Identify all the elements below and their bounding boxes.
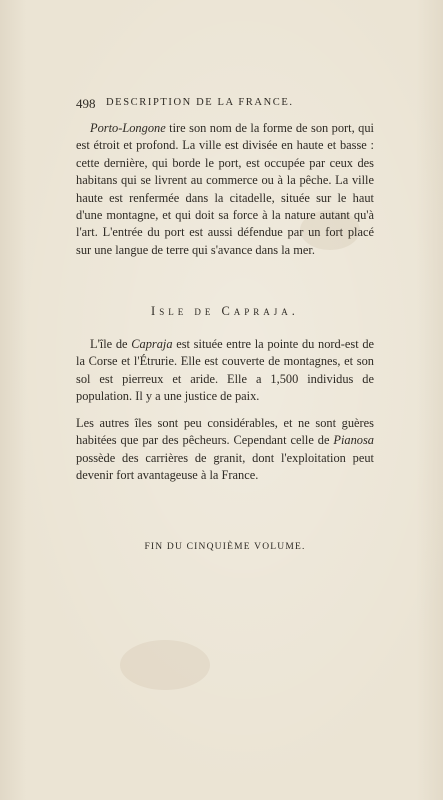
paragraph-other-islands <box>76 415 374 485</box>
paragraph-capraja <box>76 336 374 406</box>
paper-stain <box>120 640 210 690</box>
paragraph-text-start: L'île de <box>90 337 132 351</box>
place-name-pianosa: Pianosa <box>333 433 374 448</box>
paragraph-porto-longone <box>76 120 374 259</box>
page-number: 498 <box>76 96 96 111</box>
section-title: Isle de Capraja. <box>151 304 299 318</box>
paragraph-text: Les autres îles sont peu considérables, et ne sont guères habitées que par des pêcheurs. Cependant celle de <box>76 416 374 448</box>
paragraph-text: tire son nom de la forme de son port, qui est étroit et profond. La ville est divisée en haute et basse : cette dernière, qui borde le port, est occupée par ceux des habitans qui se livrent au commerce ou à la pêche. La ville haute est renfermée dans la citadelle, située sur le haut d'une montagne, et qui doit sa force à la nature autant qu'à l'art. L'entrée du port est aussi défendue par un fort placé sur une langue de terre qui s'avance dans la mer. <box>76 121 374 257</box>
page-header <box>76 96 376 112</box>
paragraph-text: est située entre la pointe du nord-est de la Corse et l'Étrurie. Elle est couverte de montagnes, et son sol est pierreux et aride. Elle a 1,500 individus de population. Il y a une justice de paix. <box>76 337 375 404</box>
running-title: DESCRIPTION DE LA FRANCE. <box>106 97 294 108</box>
place-name-porto-longone: Porto-Longone <box>90 121 166 135</box>
place-name-capraja: Capraja <box>131 337 173 351</box>
end-of-volume: FIN DU CINQUIÈME VOLUME. <box>144 542 306 552</box>
paragraph-text-end: possède des carrières de granit, dont l'exploitation peut devenir fort avantageuse à la France. <box>76 450 374 483</box>
